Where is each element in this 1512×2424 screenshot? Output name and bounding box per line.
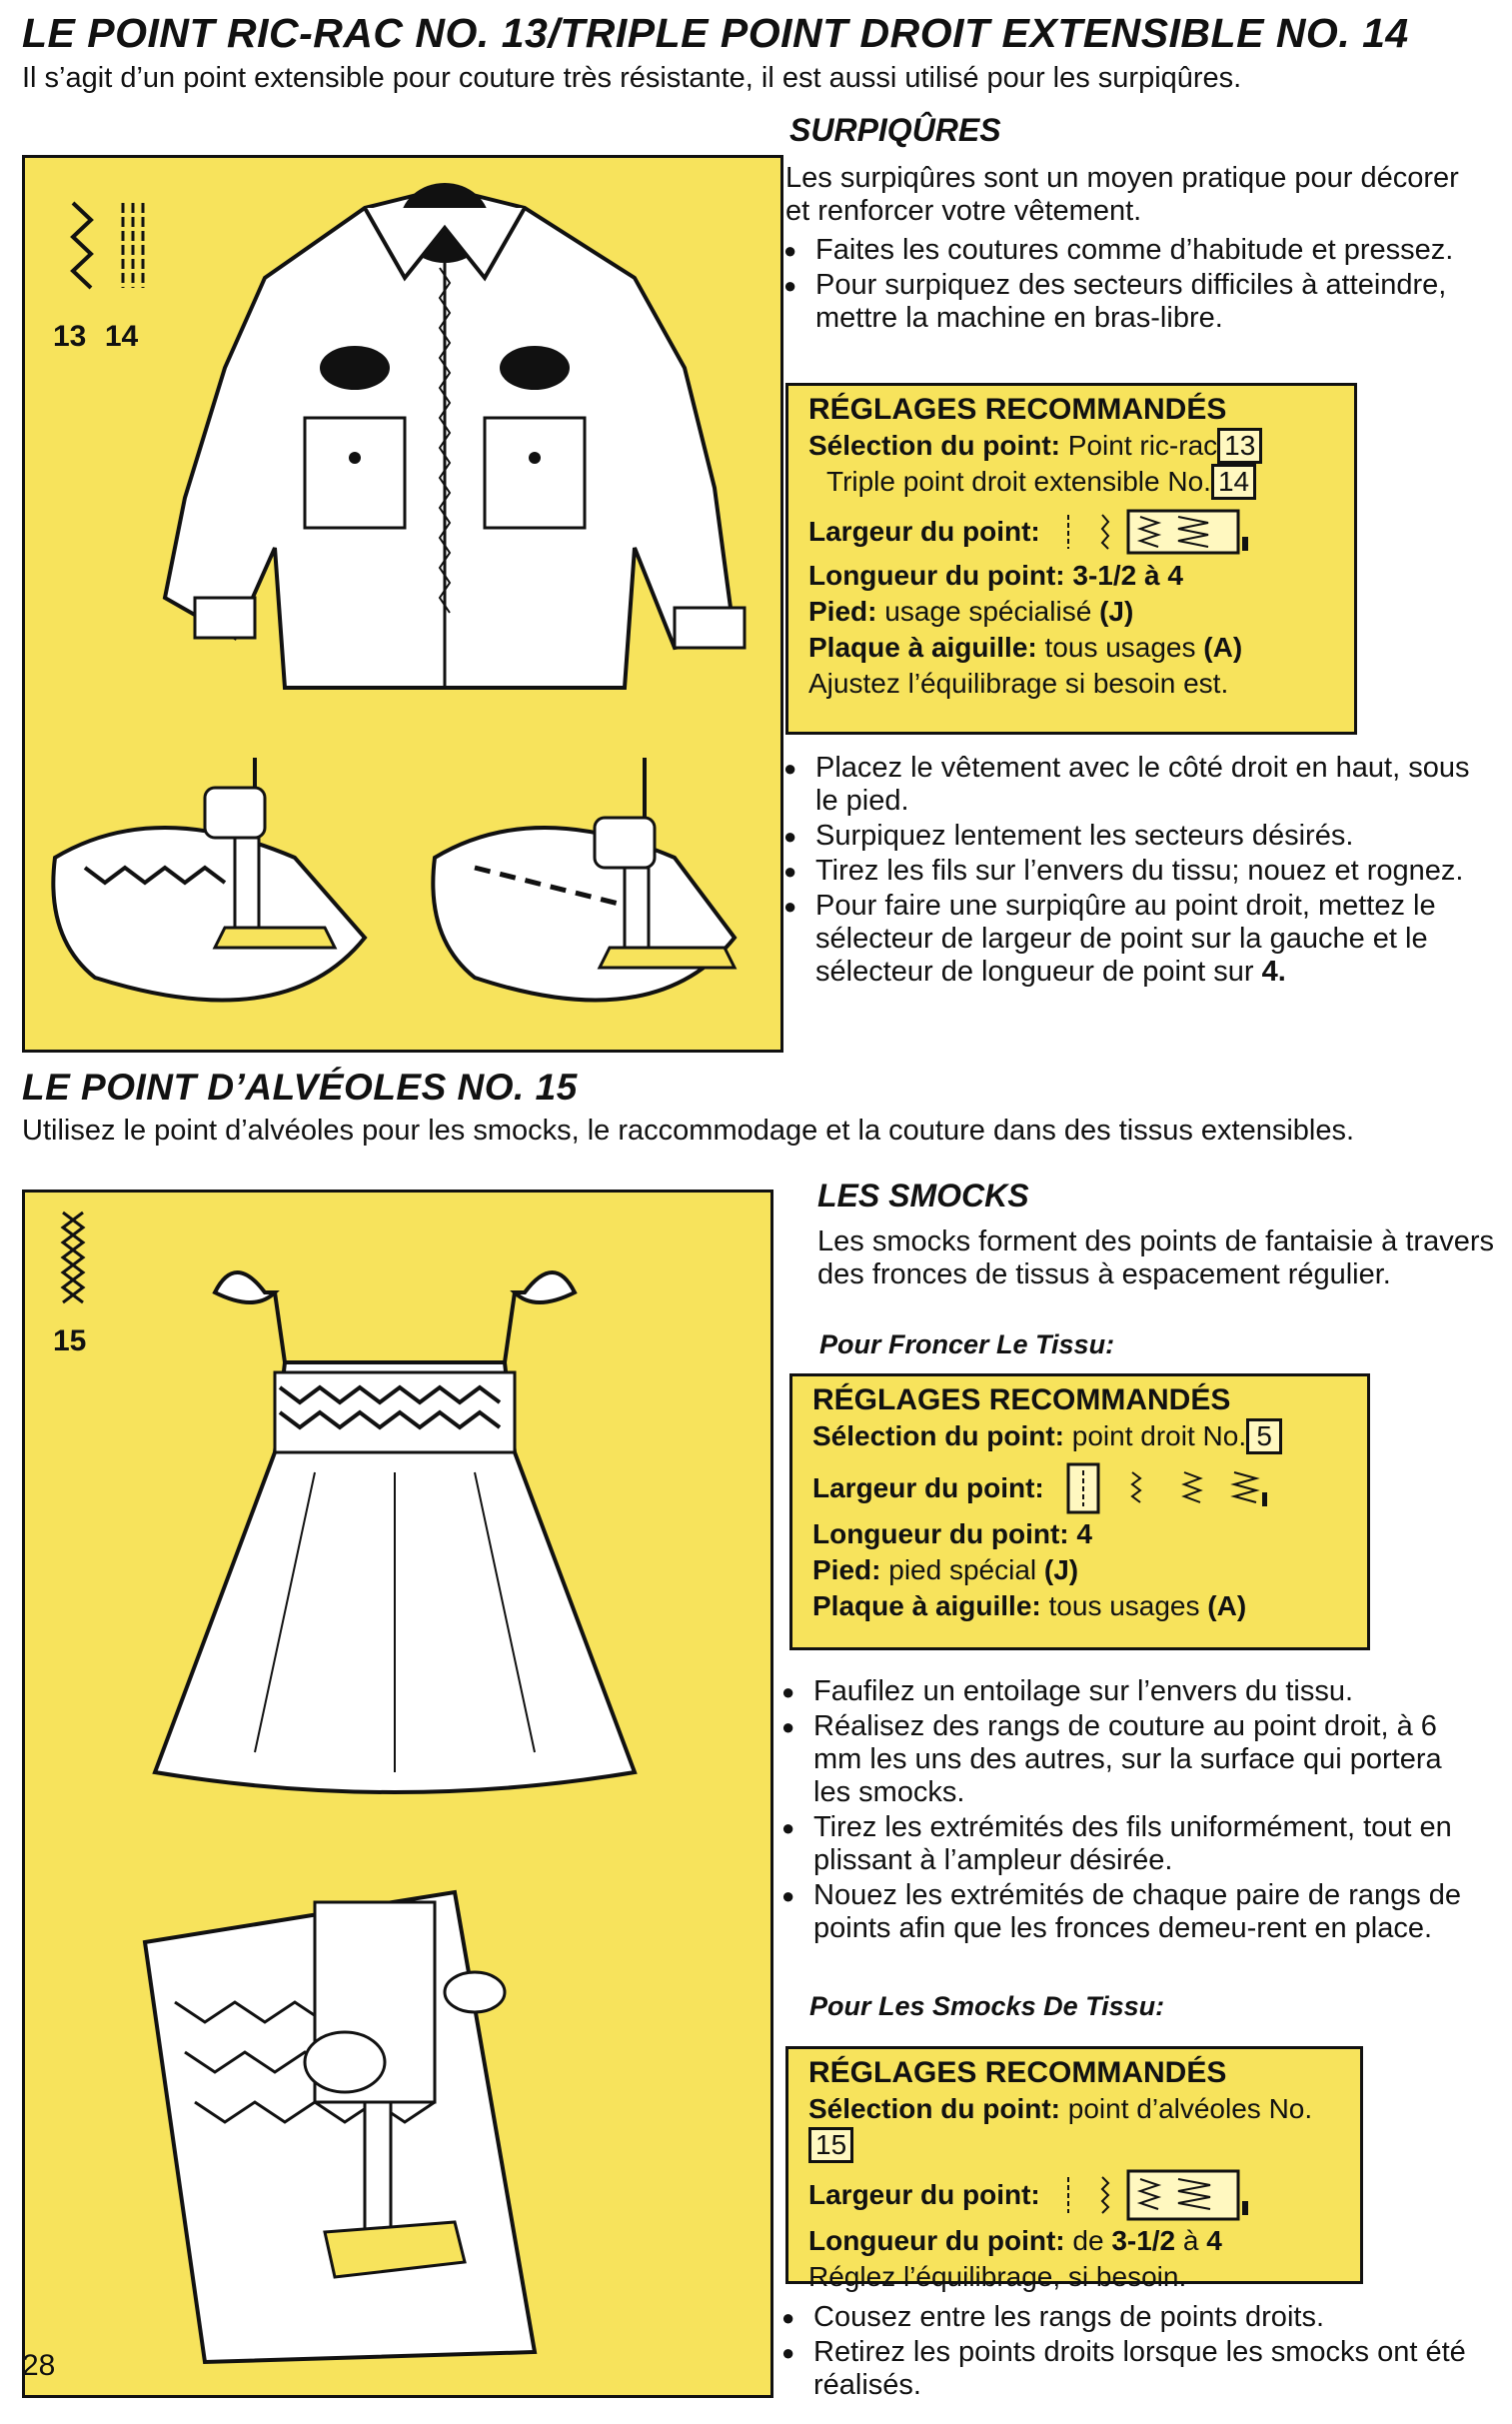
width-label: Largeur du point: [808, 516, 1040, 547]
list-item: ● Faufilez un entoilage sur l’envers du tissu. [777, 1675, 1477, 1708]
settings-title: RÉGLAGES RECOMMANDÉS [808, 2056, 1227, 2089]
smock-illustration-panel [22, 1190, 773, 2398]
plate-label: Plaque à aiguille: [812, 1590, 1041, 1621]
list-item: ● Surpiquez lentement les secteurs désirés. [779, 820, 1489, 853]
section1-intro: Il s’agit d’un point extensible pour couture très résistante, il est aussi utilisé pour les surpiqûres. [22, 62, 1242, 94]
length-label: Longueur du point: [808, 2225, 1065, 2256]
length-label: Longueur du point: 3-1/2 à 4 [808, 560, 1183, 591]
length-pre: de [1072, 2225, 1104, 2256]
settings-note: Réglez l’équilibrage, si besoin. [808, 2261, 1187, 2292]
stitch-number-5: 5 [1246, 1418, 1282, 1454]
foot-code: (J) [1099, 596, 1134, 627]
smocks-paragraph: Les smocks forment des points de fantaisie à travers des fronces de tissus à espacement régulier. [817, 1225, 1494, 1290]
plate-label: Plaque à aiguille: [808, 632, 1037, 663]
list-item [779, 890, 1489, 989]
foot-value: usage spécialisé [884, 596, 1092, 627]
panel-label-14: 14 [104, 320, 139, 353]
page-number: 28 [22, 2349, 56, 2382]
shirt-illustration-panel [22, 155, 783, 1053]
western-shirt-illustration [115, 168, 774, 728]
plate-code: (A) [1203, 632, 1243, 663]
foot-label: Pied: [808, 596, 877, 627]
selection-label: Sélection du point: [808, 2093, 1060, 2124]
selection-value: point droit No. [1071, 1420, 1247, 1451]
width-label: Largeur du point: [812, 1472, 1044, 1503]
settings-title: RÉGLAGES RECOMMANDÉS [812, 1383, 1231, 1416]
list-item: ● Retirez les points droits lorsque les smocks ont été réalisés. [777, 2336, 1497, 2402]
list-item: ● Cousez entre les rangs de points droits. [777, 2301, 1497, 2334]
length-mid: à [1182, 2225, 1199, 2256]
stitch-number-15: 15 [808, 2127, 853, 2163]
smocked-dress-illustration [135, 1212, 735, 1812]
plate-value: tous usages [1044, 632, 1196, 663]
length-a: 3-1/2 [1111, 2225, 1176, 2256]
smocks-tissu-bullets [777, 2301, 1497, 2404]
settings-note: Ajustez l’équilibrage si besoin est. [808, 668, 1229, 699]
stitch-width-selector-icon [1064, 1460, 1294, 1516]
machine-smocking-illustration [115, 1882, 755, 2382]
foot-label: Pied: [812, 1554, 881, 1585]
width-label: Largeur du point: [808, 2179, 1040, 2210]
list-item: ● Placez le vêtement avec le côté droit en haut, sous le pied. [779, 752, 1489, 818]
smocks-heading: LES SMOCKS [817, 1178, 1029, 1213]
smocks-tissu-subheading: Pour Les Smocks De Tissu: [809, 1991, 1165, 2021]
list-item: ● Pour surpiquez des secteurs difficiles à atteindre, mettre la machine en bras-libre. [779, 269, 1479, 335]
stitch-number-13: 13 [1217, 428, 1262, 464]
list-item: ● Nouez les extrémités de chaque paire de rangs de points afin que les fronces demeu-rent en place. [777, 1879, 1477, 1945]
bullet-last-text: Pour faire une surpiqûre au point droit, mettez le sélecteur de largeur de point sur la gauche et le sélecteur de longueur de point sur [815, 890, 1436, 988]
stitch-width-selector-icon [1058, 507, 1258, 557]
section2-intro: Utilisez le point d’alvéoles pour les smocks, le raccommodage et la couture dans des tissus extensibles. [22, 1115, 1355, 1147]
length-b: 4 [1206, 2225, 1222, 2256]
list-item: ● Faites les coutures comme d’habitude et pressez. [779, 234, 1479, 267]
selection-value: point d’alvéoles No. [1067, 2093, 1313, 2124]
foot-value: pied spécial [888, 1554, 1037, 1585]
stitch-symbol-15 [53, 1208, 103, 1358]
plate-code: (A) [1207, 1590, 1247, 1621]
section1-title: LE POINT RIC-RAC NO. 13/TRIPLE POINT DROIT EXTENSIBLE NO. 14 [22, 10, 1409, 56]
foot-code: (J) [1043, 1554, 1079, 1585]
settings-title: RÉGLAGES RECOMMANDÉS [808, 393, 1227, 426]
plate-value: tous usages [1048, 1590, 1200, 1621]
list-item: ● Tirez les extrémités des fils uniformément, tout en plissant à l’ampleur désirée. [777, 1811, 1477, 1877]
surpiqures-bullets-bottom [779, 752, 1489, 991]
presser-foot-illustrations [35, 758, 774, 1048]
selection-label: Sélection du point: [808, 430, 1060, 461]
surpiqures-heading: SURPIQÛRES [789, 112, 1001, 148]
surpiqures-bullets-top [779, 234, 1479, 337]
selection-value: Point ric-rac [1067, 430, 1218, 461]
list-item: ● Tirez les fils sur l’envers du tissu; nouez et rognez. [779, 855, 1489, 888]
stitch-number-14: 14 [1211, 464, 1256, 500]
froncer-bullets [777, 1675, 1477, 1947]
bullet-last-bold: 4. [1261, 956, 1286, 988]
settings-box-15 [785, 2046, 1363, 2292]
length-label: Longueur du point: 4 [812, 1518, 1092, 1549]
selection2-value: Triple point droit extensible No. [826, 466, 1211, 497]
selection-label: Sélection du point: [812, 1420, 1064, 1451]
settings-box-5 [789, 1373, 1370, 1650]
surpiqures-paragraph: Les surpiqûres sont un moyen pratique pour décorer et renforcer votre vêtement. [785, 162, 1459, 227]
honeycomb-stitch-icon [53, 1208, 103, 1337]
panel-label-13: 13 [53, 320, 87, 353]
settings-box-13-14 [785, 383, 1357, 735]
panel-label-15: 15 [53, 1324, 87, 1357]
section2-title: LE POINT D’ALVÉOLES NO. 15 [22, 1067, 578, 1108]
stitch-width-selector-icon [1058, 2167, 1258, 2223]
list-item: ● Réalisez des rangs de couture au point droit, à 6 mm les uns des autres, sur la surface qui portera les smocks. [777, 1710, 1477, 1809]
froncer-subheading: Pour Froncer Le Tissu: [819, 1329, 1115, 1359]
